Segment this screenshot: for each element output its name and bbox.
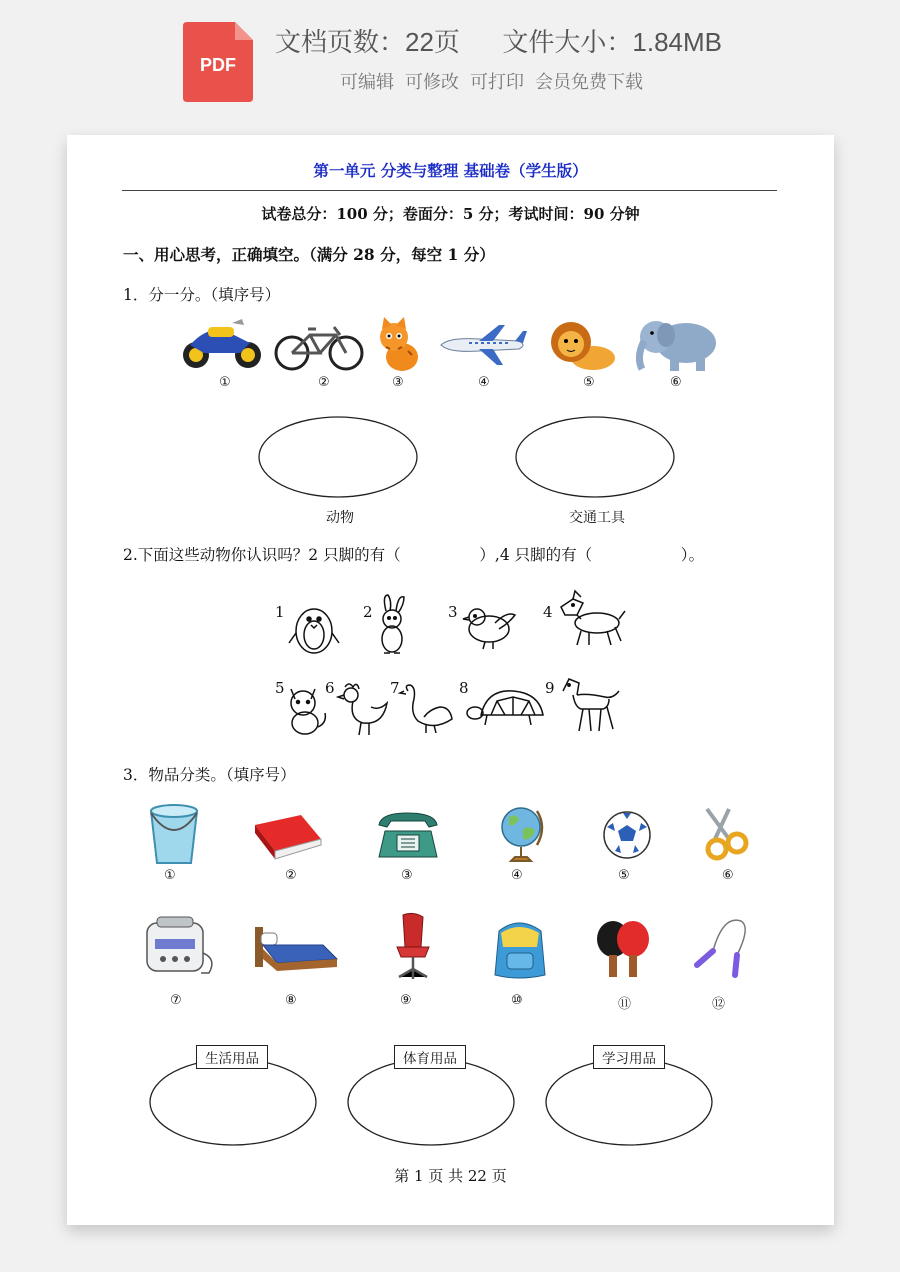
airplane-icon: [439, 323, 529, 368]
pdf-file-icon: [183, 22, 253, 102]
office-chair-icon: [389, 911, 437, 983]
q2-number-9: 9: [545, 679, 555, 697]
book-icon: [251, 813, 325, 859]
page-footer: 第 1 页 共 22 页: [394, 1167, 507, 1185]
bird-icon: [459, 601, 521, 651]
bucket-icon: [145, 801, 203, 867]
soccer-ball-icon: [601, 809, 653, 861]
document-page: [67, 135, 834, 1225]
feature-member-download[interactable]: 会员免费下载: [535, 72, 644, 92]
download-header: [0, 0, 900, 115]
q3-number-6: ⑥: [722, 868, 734, 883]
ping-pong-paddles-icon: [595, 919, 651, 981]
pdf-badge-text: PDF: [200, 55, 236, 75]
daily-goods-label: 生活用品: [196, 1045, 268, 1069]
q2-number-4: 4: [543, 603, 553, 621]
elephant-icon: [632, 313, 722, 375]
q3-number-2: ②: [285, 868, 297, 883]
horse-icon: [557, 677, 623, 735]
cat-icon: [372, 317, 427, 375]
q2-number-5: 5: [275, 679, 285, 697]
telephone-icon: [373, 811, 443, 859]
q2-number-1: 1: [275, 603, 285, 621]
q3-number-4: ④: [511, 868, 523, 883]
q1-number-2: ②: [318, 375, 330, 390]
doc-title: 第一单元 分类与整理 基础卷（学生版）: [313, 161, 588, 180]
file-info: [275, 22, 722, 59]
section-1-heading: 一、用心思考，正确填空。（满分 28 分，每空 1 分）: [123, 245, 495, 264]
penguin-icon: [287, 597, 342, 657]
globe-icon: [497, 803, 547, 865]
dog-icon: [555, 591, 625, 649]
feature-editable: 可编辑: [340, 72, 394, 92]
motorcycle-icon: [180, 315, 265, 375]
page-count: 文档页数：22页: [275, 27, 460, 57]
question-1: 1．分一分。（填序号）: [123, 286, 281, 304]
q3-number-9: ⑨: [400, 993, 412, 1008]
q1-number-6: ⑥: [670, 375, 682, 390]
exam-meta: 试卷总分：100 分；卷面分：5 分；考试时间：90 分钟: [261, 205, 640, 223]
q3-number-10: ⑩: [511, 993, 523, 1008]
bed-icon: [253, 919, 339, 975]
q3-number-7: ⑦: [170, 993, 182, 1008]
q3-number-3: ③: [401, 868, 413, 883]
q1-number-4: ④: [478, 375, 490, 390]
q3-number-1: ①: [164, 868, 176, 883]
q3-number-8: ⑧: [285, 993, 297, 1008]
question-3: 3．物品分类。（填序号）: [123, 766, 296, 784]
q3-number-5: ⑤: [618, 868, 630, 883]
q2-number-7: 7: [390, 679, 400, 697]
cat-line-icon: [285, 683, 329, 735]
study-goods-label: 学习用品: [593, 1045, 665, 1069]
lion-icon: [547, 318, 619, 373]
turtle-icon: [467, 687, 549, 731]
jump-rope-icon: [693, 915, 755, 981]
backpack-icon: [489, 915, 551, 981]
feature-modifiable: 可修改: [405, 72, 460, 92]
file-size: 文件大小：1.84MB: [502, 27, 722, 57]
q2-number-2: 2: [363, 603, 373, 621]
goose-icon: [400, 683, 458, 735]
feature-printable: 可打印: [470, 72, 525, 92]
q3-number-12: ⑫: [712, 997, 726, 1012]
rabbit-icon: [372, 593, 412, 657]
q2-number-6: 6: [325, 679, 335, 697]
q2-number-3: 3: [448, 603, 458, 621]
question-2: 2.下面这些动物你认识吗？2 只脚的有（ ）,4 只脚的有（ ）。: [123, 546, 705, 564]
scissors-icon: [701, 807, 751, 863]
bicycle-icon: [274, 315, 364, 375]
animal-oval[interactable]: [257, 415, 419, 500]
q1-number-5: ⑤: [583, 375, 595, 390]
feature-list: [340, 68, 643, 94]
q1-number-3: ③: [392, 375, 404, 390]
transport-oval[interactable]: [514, 415, 676, 500]
q1-number-1: ①: [219, 375, 231, 390]
rice-cooker-icon: [143, 913, 219, 979]
transport-label: 交通工具: [569, 509, 625, 525]
animal-label: 动物: [326, 509, 354, 525]
rooster-icon: [335, 681, 393, 737]
q3-number-11: ⑪: [618, 997, 632, 1012]
q2-number-8: 8: [459, 679, 469, 697]
sports-goods-label: 体育用品: [394, 1045, 466, 1069]
title-divider: [122, 190, 777, 191]
